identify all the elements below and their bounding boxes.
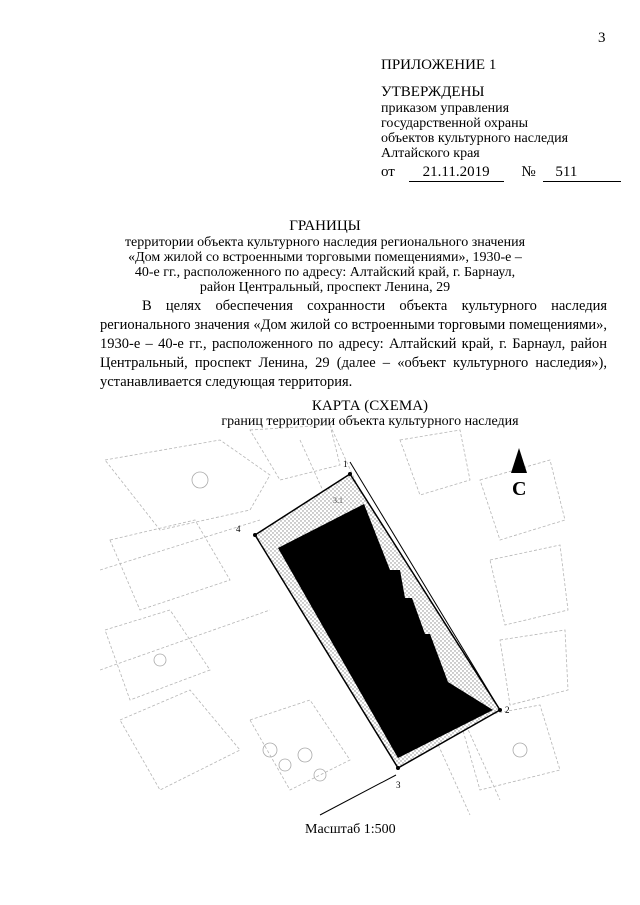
point-label-2: 2 xyxy=(505,705,510,715)
point-label-3: 3 xyxy=(396,780,401,790)
date-prefix: от xyxy=(381,164,395,180)
boundary-line-south xyxy=(320,775,396,815)
appendix-block xyxy=(381,57,621,182)
map-scale: Масштаб 1:500 xyxy=(305,822,396,837)
order-date: 21.11.2019 xyxy=(409,164,504,182)
appendix-label: ПРИЛОЖЕНИЕ 1 xyxy=(381,57,497,73)
building-label: 3.1 xyxy=(333,496,343,505)
approved-line: государственной охраны xyxy=(381,116,529,131)
title-line: «Дом жилой со встроенными торговыми помещениями», 1930-е – xyxy=(128,250,522,265)
point-label-4: 4 xyxy=(236,524,241,534)
body-paragraph: В целях обеспечения сохранности объекта культурного наследия регионального значения «Дом жилой со встроенными торговыми помещениями», 1930-е – 40-е гг., расположенного по адресу: Алтайский край, г. Барнаул, район Центральный, проспект Ленина, 29 (далее – «объект культурного наследия»), устанавливается следующая территория. xyxy=(100,298,607,390)
approved-line: Алтайского края xyxy=(381,146,480,161)
approved-line: объектов культурного наследия xyxy=(381,131,569,146)
boundary-map xyxy=(100,420,570,820)
number-prefix: № xyxy=(521,164,536,180)
order-date-line xyxy=(381,164,621,182)
title-heading: ГРАНИЦЫ xyxy=(289,218,361,234)
boundary-point-3 xyxy=(396,766,400,770)
north-arrow-icon xyxy=(511,448,527,473)
title-line: территории объекта культурного наследия регионального значения xyxy=(124,235,526,250)
title-line: район Центральный, проспект Ленина, 29 xyxy=(199,280,451,295)
document-title xyxy=(100,219,550,295)
boundary-point-2 xyxy=(498,708,502,712)
page-number: 3 xyxy=(598,30,606,46)
approved-line: приказом управления xyxy=(381,101,510,116)
point-label-1: 1 xyxy=(343,459,348,469)
map-subheading: границ территории объекта культурного наследия xyxy=(221,414,519,429)
title-line: 40-е гг., расположенного по адресу: Алтайский край, г. Барнаул, xyxy=(134,265,516,280)
boundary-point-4 xyxy=(253,533,257,537)
boundary-point-1 xyxy=(348,472,352,476)
north-label: С xyxy=(512,478,527,500)
order-number: 511 xyxy=(543,164,621,182)
map-heading: КАРТА (СХЕМА) xyxy=(311,398,429,414)
approved-label: УТВЕРЖДЕНЫ xyxy=(381,84,485,100)
